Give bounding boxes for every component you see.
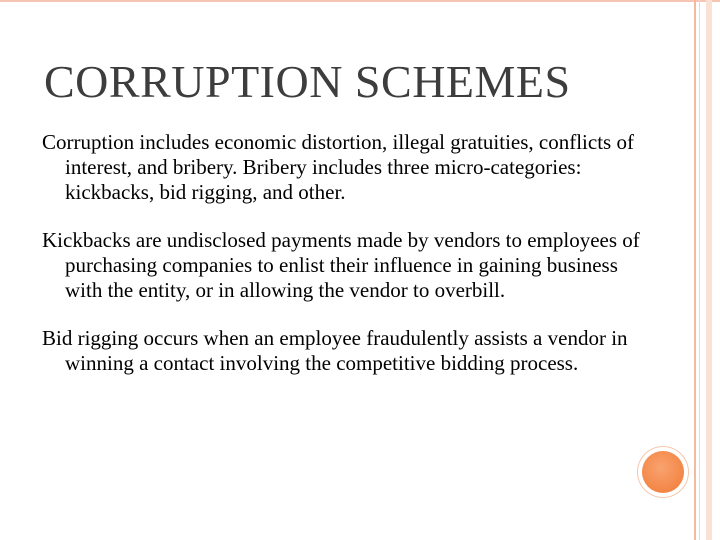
right-border-line-thin [699,0,700,540]
paragraph-corruption: Corruption includes economic distortion, illegal gratuities, conflicts of interest, and bribery. Bribery includes three micro-categories: kickbacks, bid rigging, and other. [42,130,634,204]
paragraph-bid-rigging: Bid rigging occurs when an employee fraudulently assists a vendor in winning a contact involving the competitive bidding process. [42,326,628,375]
slide-title: CORRUPTION SCHEMES [44,56,571,107]
decorative-orange-circle [642,451,684,493]
top-border-line [0,0,720,2]
paragraph-kickbacks: Kickbacks are undisclosed payments made by vendors to employees of purchasing companies to enlist their influence in gaining business with the entity, or in allowing the vendor to overbill. [42,228,640,302]
right-border-band [706,0,712,540]
slide-body [42,130,642,399]
right-border-line-inner [694,0,696,540]
